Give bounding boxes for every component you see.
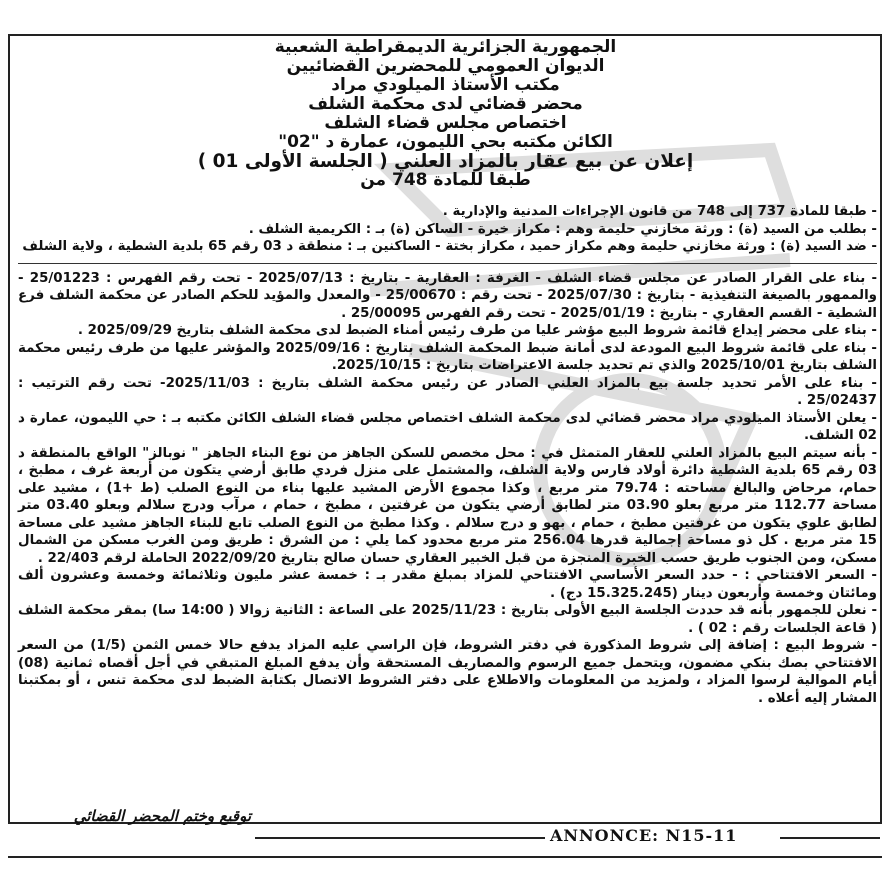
header-line-article: طبقا للمادة 748 من [360, 170, 531, 190]
signature-line: توقيع وختم المحضر القضائي [73, 807, 251, 825]
annonce-rule-left [255, 837, 545, 839]
para-legal-basis: - طبقا للمادة 737 إلى 748 من قانون الإجراءات المدنية والإدارية . [442, 204, 877, 219]
header-line-office: الديوان العمومي للمحضرين القضائيين [286, 56, 605, 76]
para-against: - ضد السيد (ة) : ورثة مخازني حليمة وهم مكراز حميد ، مكراز بختة - الساكنين بـ : منطقة د 03 رقم 65 بلدية الشطية ، ولاية الشلف [22, 239, 877, 254]
para-property: - بأنه سيتم البيع بالمزاد العلني للعقار المتمثل في : محل مخصص للسكن الجاهز من نوع البناء الجاهز " نوبالز" الواقع بالمنطقة د 03 رقم 65 بلدية الشطية دائرة أولاد فارس ولاية الشلف، والمشتمل على منزل فردي طابق أرضي يتكون من أربعة غرف ، مطبخ ، حمام، مرحاض والبالغ مساحته : 79.74 متر مربع ، وكذا مجموع الأرض المشيد عليها بناء من النوع الصلب (ط +1) ، مشيد على مساحة 112.77 متر مربع بعلو 03.90 متر لطابق أرضي يتكون من غرفتين ، مطبخ ، حمام ، مرآب ودرج سلالم وبعلو 03.40 متر لطابق علوي يتكون من غرفتين مطبخ ، حمام ، بهو و درج سلالم . وكذا مطبخ من النوع الصلب تابع للبناء الجاهز مشيد على مساحة 15 متر مربع . كل ذو مساحة إجمالية قدرها 256.04 متر مربع محدود كما يلي : من الشرق : طريق ومن الغرب مسكن من الشمال مسكن، ومن الجنوب طريق حسب الخبرة المنجزة من قبل الخبير العقاري حسان صالح بتاريخ 2022/09/20 الحاملة لرقم 22/403 . [18, 445, 877, 566]
divider [18, 263, 877, 264]
annonce-rule-right [780, 837, 880, 839]
para-conditions-list: - بناء على قائمة شروط البيع المودعة لدى أمانة ضبط المحكمة الشلف بتاريخ : 2025/09/16 والمؤشر عليها من طرف رئيس محكمة الشلف بتاريخ 2025/10/01 والذي تم تحديد جلسة الاعتراضات بتاريخ : 2025/10/15. [18, 340, 877, 373]
annonce-number: ANNONCE: N15-11 [550, 826, 738, 845]
para-sale-conditions: - شروط البيع : إضافة إلى شروط المذكورة في دفتر الشروط، فإن الراسي عليه المزاد يدفع حالا خمس الثمن (1/5) من السعر الافتتاحي بصك بنكي مضمون، ويتحمل جميع الرسوم والمصاريف المستحقة وأن يدفع المبلغ المتبقي في أجل أقصاه ثمانية (08) أيام الموالية لرسوا المزاد ، ولمزيد من المعلومات والاطلاع على دفتر الشروط الاتصال بكتابة الضبط لدى محكمة تنس ، أو بمكتبنا المشار إليه أعلاه . [18, 638, 877, 706]
para-deposit-report: - بناء على محضر إيداع قائمة شروط البيع مؤشر عليا من طرف رئيس أمناء الضبط لدى محكمة الشلف بتاريخ 2025/09/29 . [77, 323, 877, 338]
header-line-address: الكائن مكتبه بحي الليمون، عمارة د "02" [278, 132, 613, 152]
notice-header [0, 38, 891, 190]
para-session-order: - بناء على الأمر تحديد جلسة بيع بالمزاد العلني الصادر عن رئيس محكمة الشلف بتاريخ : 2025/11/03- تحت رقم الترتيب : 25/02437 . [18, 375, 877, 408]
next-notice-border [8, 856, 882, 880]
notice-title: إعلان عن بيع عقار بالمزاد العلني ( الجلسة الأولى 01 ) [197, 151, 694, 172]
para-opening-price: - السعر الافتتاحي : - حدد السعر الأساسي الافتتاحي للمزاد بمبلغ مقدر بـ : خمسة عشر مليون وثلاثمائة وخمسة وعشرون ألف ومائتان وخمسة وأربعون دينار (15.325.245 دج) . [18, 568, 877, 601]
header-line-republic: الجمهورية الجزائرية الديمقراطية الشعبية [274, 37, 617, 57]
para-requester: - بطلب من السيد (ة) : ورثة مخازني حليمة وهم : مكراز خيرة - الساكن (ة) بـ : الكريمية الشلف . [248, 221, 877, 237]
header-line-bailiff-office: مكتب الأستاذ الميلودي مراد [331, 75, 560, 95]
notice-body [18, 203, 877, 707]
para-announcement: - يعلن الأستاذ الميلودي مراد محضر قضائي لدى محكمة الشلف اختصاص مجلس قضاء الشلف الكائن مكتبه بـ : حي الليمون، عمارة د 02 الشلف. [18, 410, 877, 443]
header-line-jurisdiction: اختصاص مجلس قضاء الشلف [324, 113, 567, 133]
para-session-date: - نعلن للجمهور بأنه قد حددت الجلسة البيع الأولى بتاريخ : 2025/11/23 على الساعة : الثانية زوالا ( 14:00 سا) بمقر محكمة الشلف ( قاعة الجلسات رقم : 02 ) . [18, 603, 877, 636]
para-decision: - بناء على القرار الصادر عن مجلس قضاء الشلف - الغرفة : العقارية - بتاريخ : 2025/07/13 - تحت رقم الفهرس : 25/01223 - والممهور بالصيغة التنفيذية - بتاريخ : 2025/07/30 - تحت رقم : 25/00670 - والمعدل والمؤيد للحكم الصادر عن محكمة الشلف فرع الشطية - القسم العقاري - بتاريخ : 2025/01/19 - تحت رقم الفهرس 25/00095 . [18, 270, 877, 321]
header-line-court: محضر قضائي لدى محكمة الشلف [308, 94, 583, 114]
